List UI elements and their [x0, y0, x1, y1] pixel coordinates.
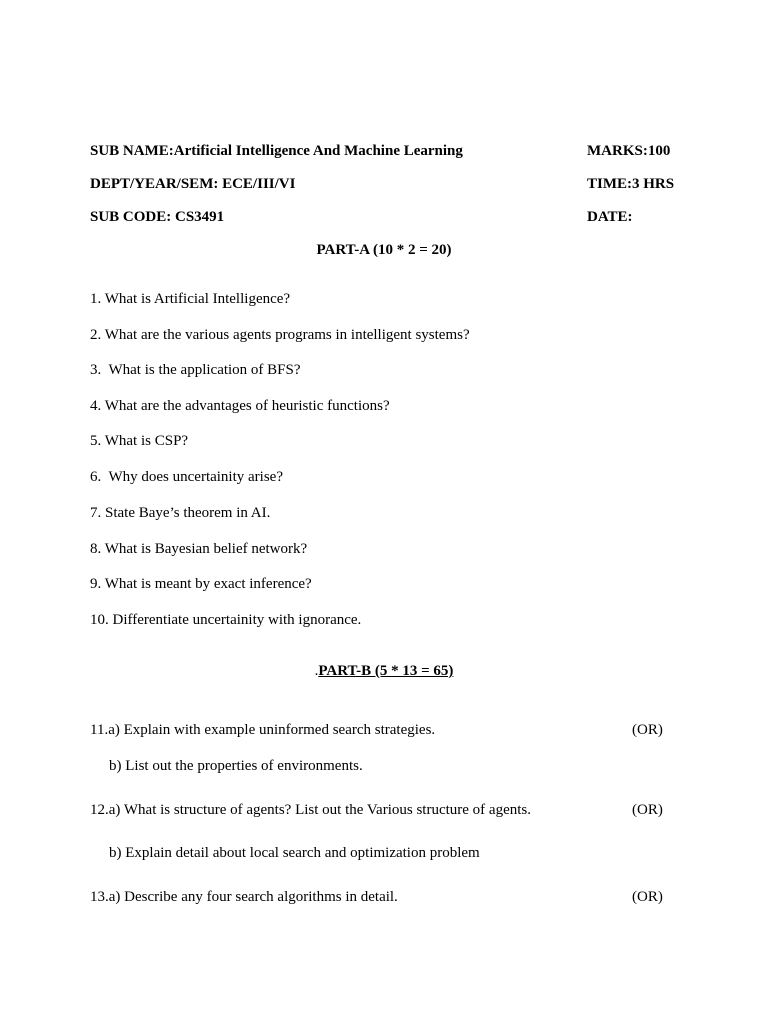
part-b-title: PART-B (5 * 13 = 65): [318, 663, 454, 679]
part-a-title: PART-A (10 * 2 = 20): [316, 242, 452, 258]
part-a-question: 10. Differentiate uncertainity with ignorance.: [90, 612, 362, 628]
subject-code: SUB CODE: CS3491: [90, 209, 225, 225]
or-label: (OR): [632, 889, 663, 905]
part-a-question: 3. What is the application of BFS?: [90, 362, 301, 378]
part-b-question-a: 12.a) What is structure of agents? List out the Various structure of agents.: [90, 802, 531, 818]
exam-date: DATE:: [587, 209, 633, 225]
part-a-question: 9. What is meant by exact inference?: [90, 576, 312, 592]
dept-year-sem: DEPT/YEAR/SEM: ECE/III/VI: [90, 176, 296, 192]
part-a-question: 7. State Baye’s theorem in AI.: [90, 505, 271, 521]
exam-time: TIME:3 HRS: [587, 176, 675, 192]
part-b-question-b: b) Explain detail about local search and optimization problem: [109, 845, 480, 861]
part-b-question-a: 13.a) Describe any four search algorithms in detail.: [90, 889, 398, 905]
part-a-question: 5. What is CSP?: [90, 433, 189, 449]
part-a-question: 1. What is Artificial Intelligence?: [90, 291, 291, 307]
part-a-question: 6. Why does uncertainity arise?: [90, 469, 283, 485]
part-b-question-b: b) List out the properties of environments.: [109, 758, 363, 774]
part-b-question-a: 11.a) Explain with example uninformed search strategies.: [90, 722, 436, 738]
or-label: (OR): [632, 802, 663, 818]
part-a-question: 8. What is Bayesian belief network?: [90, 541, 308, 557]
part-a-question: 2. What are the various agents programs in intelligent systems?: [90, 327, 470, 343]
subject-name: SUB NAME:Artificial Intelligence And Machine Learning: [90, 143, 463, 159]
marks: MARKS:100: [587, 143, 671, 159]
part-b-heading: [0, 662, 768, 680]
part-b-prefix: .: [314, 663, 319, 679]
part-a-question: 4. What are the advantages of heuristic functions?: [90, 398, 390, 414]
or-label: (OR): [632, 722, 663, 738]
